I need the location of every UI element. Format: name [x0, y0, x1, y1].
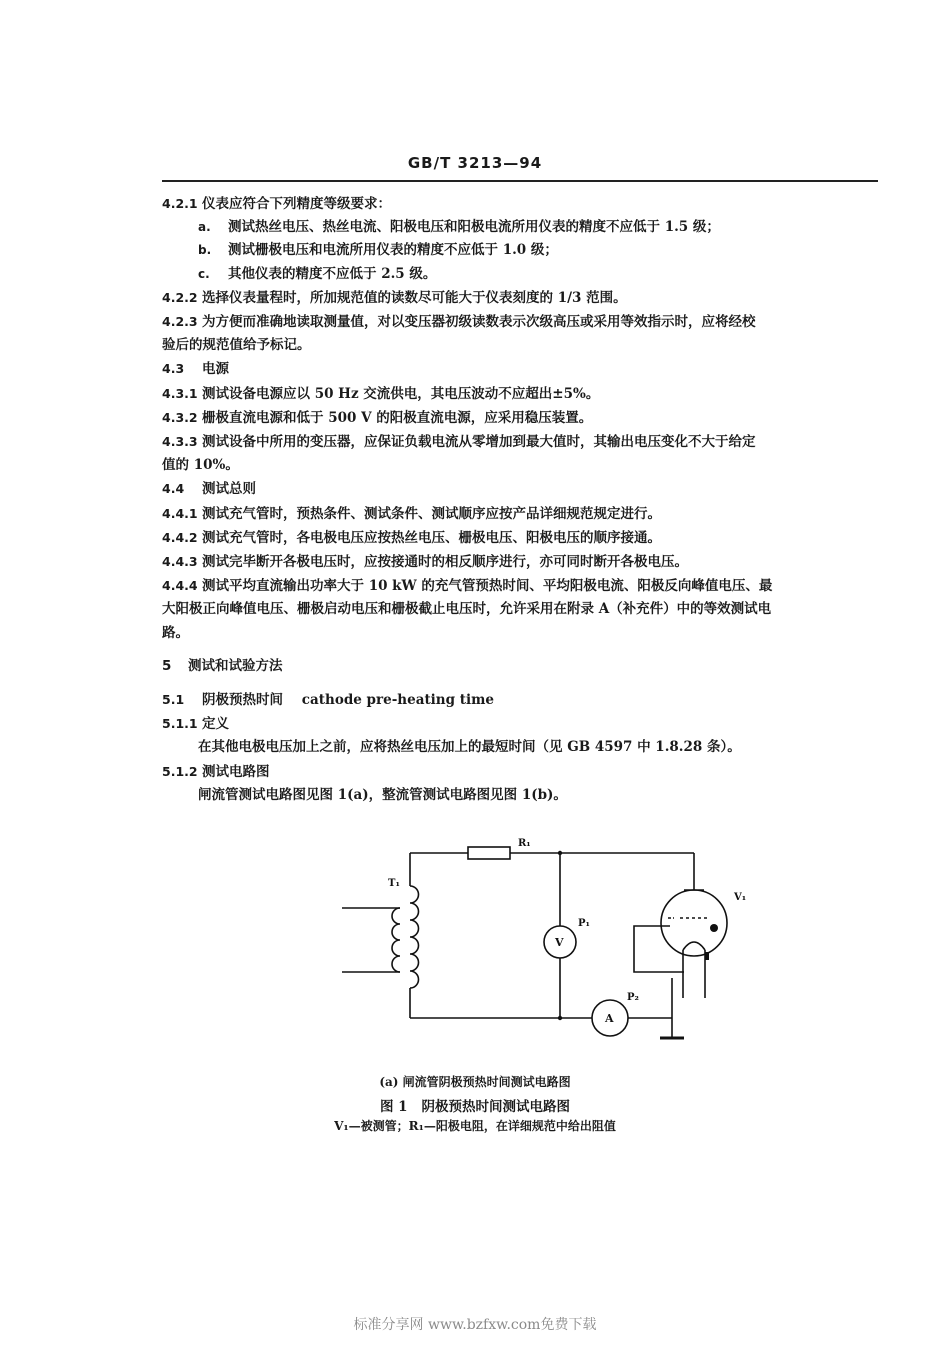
figure-note: V₁—被测管；R₁—阳极电阻，在详细规范中给出阻值 — [334, 1119, 616, 1133]
clause-4-3-1 — [162, 382, 880, 406]
clause-4-3 — [162, 357, 880, 381]
clause-text: 测试设备电源应以 50 Hz 交流供电，其电压波动不应超出±5%。 — [202, 385, 600, 402]
clause-4-4-4 — [162, 574, 880, 598]
watermark: 标准分享网 www.bzfxw.com免费下载 — [353, 1317, 597, 1333]
clause-number: 5.1.2 — [162, 763, 198, 779]
clause-number: 4.4.1 — [162, 505, 198, 521]
clause-4-4-3 — [162, 550, 880, 574]
voltmeter-symbol: V — [555, 936, 564, 949]
figure-number: 图 1 — [379, 1099, 408, 1115]
junction-dot — [558, 1016, 562, 1020]
label-p1: P₁ — [578, 918, 590, 929]
clause-number: 5.1.1 — [162, 716, 198, 732]
clause-4-2-1 — [162, 192, 880, 216]
clause-4-4-4-cont2: 路。 — [162, 624, 189, 641]
clause-number: 4.3.1 — [162, 385, 198, 401]
list-text: 测试栅极电压和电流所用仪表的精度不应低于 1.0 级； — [228, 242, 558, 259]
clause-number: 5.1 — [162, 692, 185, 708]
clause-4-4 — [162, 477, 880, 501]
clause-text: 测试平均直流输出功率大于 10 kW 的充气管预热时间、平均阳极电流、阳极反向峰值电压、最 — [202, 578, 773, 595]
label-p2: P₂ — [627, 992, 639, 1003]
clause-text: 为方便而准确地读取测量值，对以变压器初级读数表示次级高压或采用等效指示时，应将经校 — [202, 314, 756, 331]
document-header: GB/T 3213—94 — [407, 154, 543, 172]
figure-title: 阴极预热时间测试电路图 — [421, 1099, 571, 1115]
label-t1: T₁ — [388, 878, 400, 889]
clause-number: 4.3 — [162, 361, 185, 377]
clause-5-1-1 — [162, 712, 880, 736]
list-label: a. — [198, 220, 211, 235]
header-rule — [162, 180, 878, 182]
spacer — [162, 645, 880, 655]
transformer-secondary-coil — [410, 886, 419, 988]
clause-text: 栅极直流电源和低于 500 V 的阳极直流电源，应采用稳压装置。 — [202, 409, 593, 426]
tube-filament — [683, 942, 705, 950]
list-item-a — [162, 216, 880, 239]
wire-grid-loop — [634, 926, 684, 972]
clause-4-3-2 — [162, 406, 880, 430]
clause-text: 阴极预热时间 cathode pre-heating time — [202, 692, 495, 709]
list-item-b — [162, 239, 880, 262]
filament-pin — [705, 952, 709, 960]
list-label: b. — [198, 243, 212, 258]
clause-text: 选择仪表量程时，所加规范值的读数尽可能大于仪表刻度的 1/3 范围。 — [202, 289, 627, 306]
clause-4-4-4-cont: 大阳极正向峰值电压、栅极启动电压和栅极截止电压时，允许采用在附录 A（补充件）中的等效测试电 — [162, 601, 772, 618]
tube-v1-envelope — [661, 890, 727, 956]
transformer-primary-coil — [392, 908, 400, 972]
clause-text: 测试完毕断开各极电压时，应按接通时的相反顺序进行，亦可同时断开各极电压。 — [202, 554, 688, 571]
list-text: 其他仪表的精度不应低于 2.5 级。 — [228, 265, 437, 282]
clause-number: 4.4.3 — [162, 554, 198, 570]
clause-4-4-1 — [162, 502, 880, 526]
clause-number: 4.2.2 — [162, 289, 198, 305]
clause-number: 4.3.2 — [162, 409, 198, 425]
section-5-heading — [162, 655, 880, 678]
clause-5-1-1-body: 在其他电极电压加上之前，应将热丝电压加上的最短时间（见 GB 4597 中 1.8.28 条）。 — [198, 739, 741, 756]
clause-number: 4.2.1 — [162, 196, 198, 211]
list-text: 测试热丝电压、热丝电流、阳极电压和阳极电流所用仪表的精度不应低于 1.5 级； — [228, 219, 720, 236]
ammeter-symbol: A — [605, 1012, 614, 1025]
junction-dot — [558, 851, 562, 855]
clause-4-2-3 — [162, 310, 880, 334]
circuit-diagram — [330, 828, 750, 1058]
clause-4-3-3 — [162, 430, 880, 454]
clause-4-2-3-cont: 验后的规范值给予标记。 — [162, 337, 311, 354]
clause-number: 4.4.2 — [162, 529, 198, 545]
section-title: 测试和试验方法 — [188, 657, 283, 674]
figure-caption — [0, 1095, 950, 1115]
spacer — [162, 678, 880, 688]
clause-number: 4.4.4 — [162, 578, 198, 594]
label-r1: R₁ — [518, 838, 531, 849]
clause-text: 测试充气管时，预热条件、测试条件、测试顺序应按产品详细规范规定进行。 — [202, 505, 661, 522]
cathode-marker — [710, 924, 718, 932]
clause-text: 测试电路图 — [202, 763, 270, 780]
clause-5-1-2-body: 闸流管测试电路图见图 1(a)，整流管测试电路图见图 1(b)。 — [198, 786, 567, 803]
clause-text: 电源 — [202, 361, 229, 378]
clause-4-2-2 — [162, 286, 880, 310]
section-number: 5 — [162, 657, 172, 674]
clause-4-3-3-cont: 值的 10%。 — [162, 457, 239, 474]
clause-text: 定义 — [202, 716, 229, 733]
clause-number: 4.2.3 — [162, 314, 198, 330]
label-v1: V₁ — [734, 892, 747, 903]
resistor-r1 — [468, 847, 510, 859]
clause-5-1-2 — [162, 760, 880, 784]
clause-number: 4.3.3 — [162, 434, 198, 450]
clause-text: 测试总则 — [202, 481, 256, 498]
document-body — [162, 192, 880, 807]
list-item-c — [162, 263, 880, 286]
list-label: c. — [198, 266, 210, 281]
clause-5-1 — [162, 688, 880, 712]
clause-text: 测试设备中所用的变压器，应保证负载电流从零增加到最大值时，其输出电压变化不大于给定 — [202, 434, 756, 451]
clause-4-4-2 — [162, 526, 880, 550]
clause-number: 4.4 — [162, 481, 185, 497]
figure-subcaption: (a) 闸流管阴极预热时间测试电路图 — [379, 1075, 571, 1089]
clause-text: 测试充气管时，各电极电压应按热丝电压、栅极电压、阳极电压的顺序接通。 — [202, 529, 661, 546]
clause-text: 仪表应符合下列精度等级要求： — [202, 196, 391, 212]
